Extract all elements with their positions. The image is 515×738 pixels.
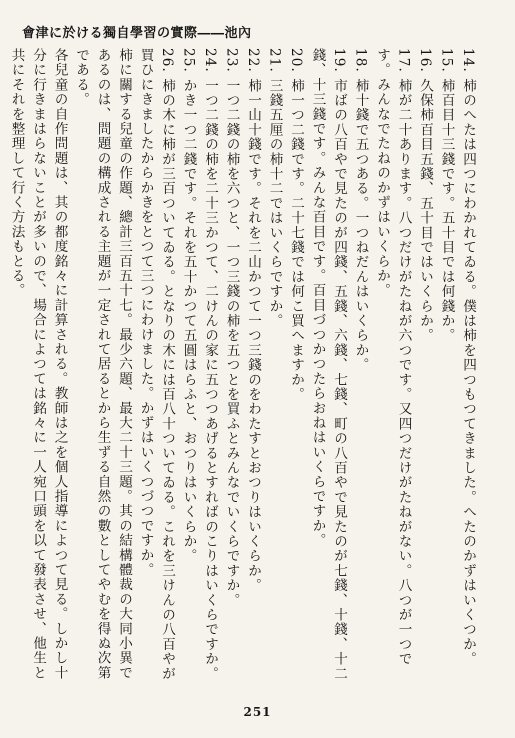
text-paragraph: 各兒童の自作問題は、其の都度銘々に計算される。教師は之を個人指導によつて見る。しかし十分に行きまはらないことが多いので、場合によつては銘々に一人宛口頭を以て發表させ、他生と共にそれを整理して行く方法もとる。 [8, 48, 68, 681]
text-paragraph: 23. 一つ二錢の柿を六つと、一つ三錢の柿を五つとを買ふとみんなでいくらですか。 [223, 48, 240, 608]
vertical-text-block [8, 48, 478, 688]
text-paragraph: 16. 久保柿百目五錢、五十目ではいくらか。 [417, 48, 433, 343]
text-paragraph: 柿に關する兒童の作題、總計三百五十七。最少六題、最大二十三題。其の結構體裁の大同小異であるのは、問題の構成される主題が一定されて居るとから生ずる自然の數としてやむを得ぬ次第である。 [73, 48, 132, 681]
running-header: 會津に於ける獨自學習の實際――池內 [22, 26, 252, 41]
text-paragraph: 17. 柿が二十あります。八つだけがたねが六つです。又四つだけがたねがない。八つが一つです。みんなでたねのかずはいくらか。 [374, 48, 412, 667]
text-paragraph: 25. かき一つ二錢です。それを五十かつて五圓はらふと、おつりはいくらか。 [180, 48, 197, 564]
text-paragraph: 19. 市ばの八百やで見たのが四錢、五錢、六錢、七錢、町の八百やで見たのが七錢、十錢、十二錢、十三錢です。みんな百目です。百目づつかつたらおねはいくらですか。 [309, 48, 347, 682]
text-paragraph: 20. 柿一つ二錢です。二十七錢では何こ買へますか。 [288, 48, 304, 402]
text-paragraph: 15. 柿百目十三錢です。五十目では何錢か。 [438, 48, 455, 343]
text-paragraph: 22. 柿一山十錢です。それを二山かつて一つ三錢のをわたすとおつりはいくらか。 [245, 48, 261, 593]
text-paragraph: 18. 柿十錢で五つある。一つねだんはいくらか。 [352, 48, 369, 373]
text-paragraph: 21. 三錢五厘の柿十二ではいくらですか。 [266, 48, 283, 329]
text-paragraph: 26. 柿の木に柿が三百ついてゐる。となりの木には百八十ついてゐる。これを三けんの八百やが買ひにきましたからかきをとつて三つにわけました。かずはいくつづつですか。 [137, 48, 175, 682]
text-paragraph: 24. 一つ二錢の柿を二十三かつて、二けんの家に五つつあげるとすればのこりはいくらですか。 [202, 48, 218, 682]
page-number: 251 [243, 705, 272, 719]
text-paragraph: 14. 柿のへたは四つにわかれてゐる。僕は柿を四つもつてきました。へたのかずはいくつか。 [460, 48, 476, 667]
